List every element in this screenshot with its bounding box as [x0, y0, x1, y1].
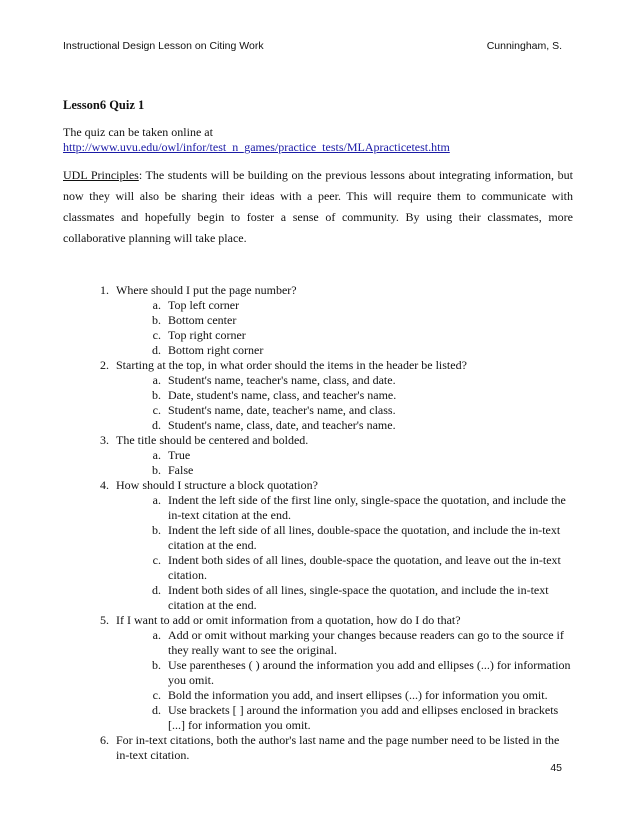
answer-option: c. Indent both sides of all lines, double-space the quotation, and leave out the in-text citation.	[164, 553, 573, 583]
answer-option: d. Use brackets [ ] around the information you add and ellipses enclosed in brackets [...] for information you omit.	[164, 703, 573, 733]
answer-list	[116, 628, 573, 733]
answer-option: d. Student's name, class, date, and teacher's name.	[164, 418, 573, 433]
question-item	[112, 733, 573, 763]
document-body	[63, 98, 573, 763]
answer-option: d. Bottom right corner	[164, 343, 573, 358]
question-text: The title should be centered and bolded.	[116, 433, 309, 447]
question-item	[112, 358, 573, 433]
question-item	[112, 613, 573, 733]
question-text: Where should I put the page number?	[116, 283, 297, 297]
answer-option: c. Bold the information you add, and insert ellipses (...) for information you omit.	[164, 688, 573, 703]
answer-option: a. Top left corner	[164, 298, 573, 313]
quiz-link[interactable]: http://www.uvu.edu/owl/infor/test_n_games/practice_tests/MLApracticetest.htm	[63, 140, 450, 154]
question-text: How should I structure a block quotation?	[116, 478, 318, 492]
answer-option: a. True	[164, 448, 573, 463]
answer-option: a. Add or omit without marking your changes because readers can go to the source if they really want to see the original.	[164, 628, 573, 658]
answer-option: b. Use parentheses ( ) around the information you add and ellipses (...) for information you omit.	[164, 658, 573, 688]
answer-option: a. Student's name, teacher's name, class, and date.	[164, 373, 573, 388]
answer-option: b. Date, student's name, class, and teacher's name.	[164, 388, 573, 403]
answer-option: a. Indent the left side of the first line only, single-space the quotation, and include the in-text citation at the end.	[164, 493, 573, 523]
answer-list	[116, 298, 573, 358]
page-number: 45	[550, 762, 562, 774]
answer-option: c. Top right corner	[164, 328, 573, 343]
question-item	[112, 283, 573, 358]
answer-list	[116, 493, 573, 613]
header-document-title: Instructional Design Lesson on Citing Work	[63, 40, 264, 52]
answer-list	[116, 373, 573, 433]
header-author: Cunningham, S.	[486, 40, 562, 52]
answer-option: b. Indent the left side of all lines, double-space the quotation, and include the in-text citation at the end.	[164, 523, 573, 553]
answer-option: d. Indent both sides of all lines, single-space the quotation, and include the in-text citation at the end.	[164, 583, 573, 613]
intro-text: The quiz can be taken online at	[63, 125, 213, 139]
answer-list	[116, 448, 573, 478]
answer-option: b. Bottom center	[164, 313, 573, 328]
question-item	[112, 478, 573, 613]
question-list	[63, 283, 573, 763]
answer-option: b. False	[164, 463, 573, 478]
udl-paragraph	[63, 165, 573, 249]
udl-text: : The students will be building on the previous lessons about integrating information, but now they will also be sharing their ideas with a peer. This will require them to communicate with classmates and hopefully begin to foster a sense of community. By using their classmates, more collaborative planning will take place.	[63, 168, 573, 245]
udl-label: UDL Principles	[63, 168, 139, 182]
lesson-title: Lesson6 Quiz 1	[63, 98, 145, 112]
question-text: Starting at the top, in what order should the items in the header be listed?	[116, 358, 467, 372]
question-text: If I want to add or omit information from a quotation, how do I do that?	[116, 613, 461, 627]
answer-option: c. Student's name, date, teacher's name, and class.	[164, 403, 573, 418]
question-item	[112, 433, 573, 478]
question-text: For in-text citations, both the author's last name and the page number need to be listed in the in-text citation.	[116, 733, 560, 762]
